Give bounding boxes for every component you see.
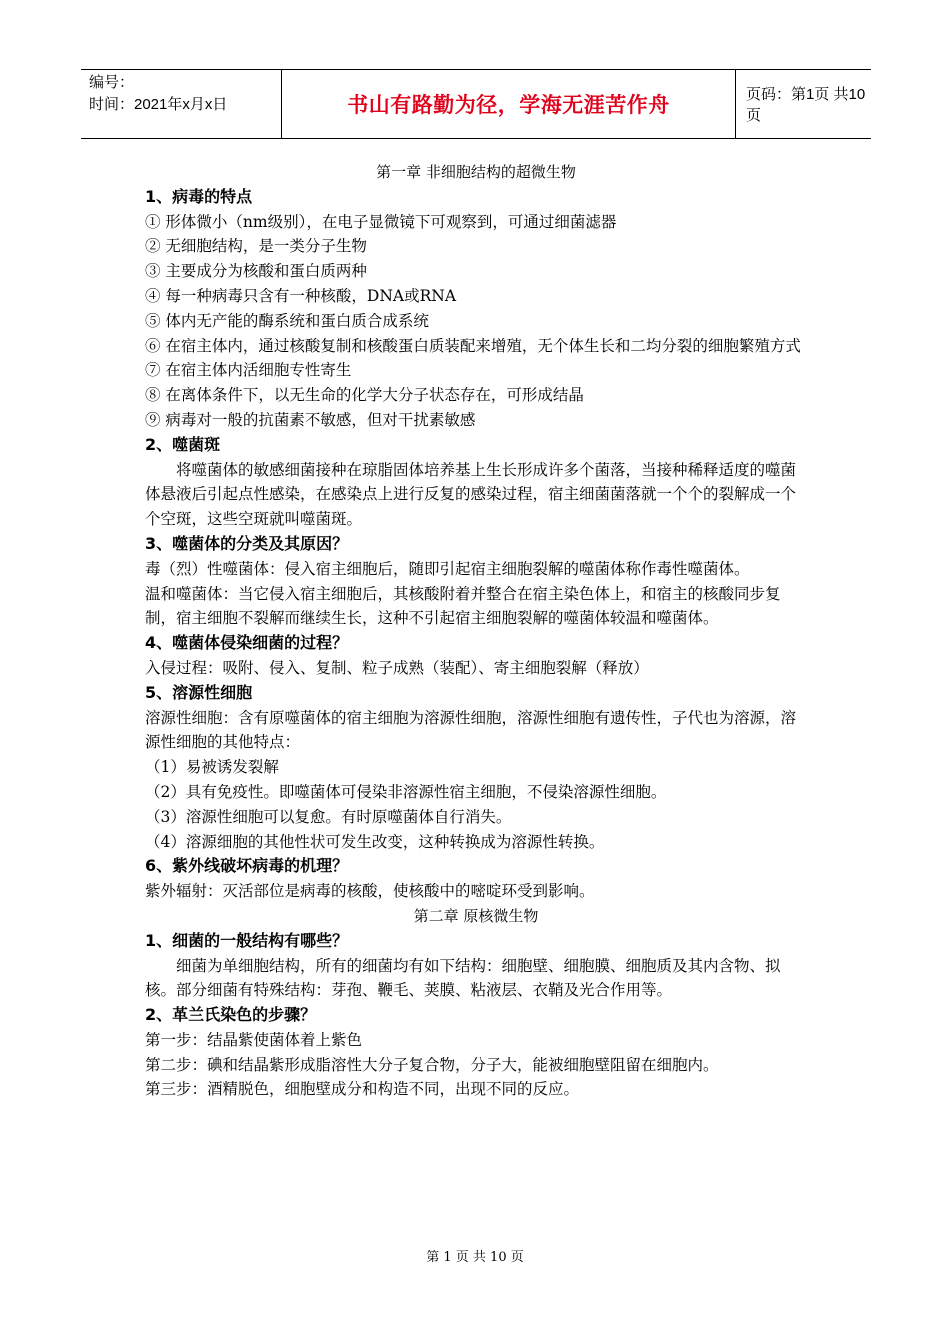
section-heading: 1、病毒的特点 (145, 186, 253, 206)
list-item: 第一步：结晶紫使菌体着上紫色 (145, 1030, 363, 1049)
paragraph: 温和噬菌体：当它侵入宿主细胞后，其核酸附着并整合在宿主染色体上，和宿主的核酸同步复制，宿主细胞不裂解而继续生长，这种不引起宿主细胞裂解的噬菌体较温和噬菌体。 (145, 584, 781, 628)
section-heading: 4、噬菌体侵染细菌的过程？ (145, 633, 349, 653)
list-item: 第三步：酒精脱色，细胞壁成分和构造不同，出现不同的反应。 (145, 1080, 580, 1099)
section-heading: 5、溶源性细胞 (145, 682, 253, 702)
list-item: （1）易被诱发裂解 (145, 758, 279, 777)
section-heading: 6、紫外线破坏病毒的机理？ (145, 856, 349, 876)
header-page-label: 页码：第1页 共10页 (746, 86, 866, 124)
paragraph: 入侵过程：吸附、侵入、复制、粒子成熟（装配）、寄主细胞裂解（释放） (145, 658, 649, 677)
paragraph: 毒（烈）性噬菌体：侵入宿主细胞后，随即引起宿主细胞裂解的噬菌体称作毒性噬菌体。 (145, 559, 750, 578)
list-item: （4）溶源细胞的其他性状可发生改变，这种转换成为溶源性转换。 (145, 832, 605, 851)
paragraph: 将噬菌体的敏感细菌接种在琼脂固体培养基上生长形成许多个菌落，当接种稀释适度的噬菌体悬液后引起点性感染，在感染点上进行反复的感染过程，宿主细菌菌落就一个个的裂解成一个个空斑，这些空斑就叫噬菌斑。 (145, 460, 797, 529)
section-heading: 2、噬菌斑 (145, 434, 221, 454)
list-item: 第二步：碘和结晶紫形成脂溶性大分子复合物，分子大，能被细胞壁阻留在细胞内。 (145, 1055, 719, 1074)
paragraph: 溶源性细胞：含有原噬菌体的宿主细胞为溶源性细胞，溶源性细胞有遗传性，子代也为溶源，溶源性细胞的其他特点： (145, 708, 797, 752)
header-meta (81, 70, 281, 138)
paragraph: 紫外辐射：灭活部位是病毒的核酸，使核酸中的嘧啶环受到影响。 (145, 882, 595, 901)
list-item: （2）具有免疫性。即噬菌体可侵染非溶源性宿主细胞，不侵染溶源性细胞。 (145, 782, 667, 801)
list-item: ④ 每一种病毒只含有一种核酸，DNA或RNA (145, 286, 457, 305)
paragraph: 细菌为单细胞结构，所有的细菌均有如下结构：细胞壁、细胞膜、细胞质及其内含物、拟核。部分细菌有特殊结构：芽孢、鞭毛、荚膜、粘液层、衣鞘及光合作用等。 (145, 956, 781, 1000)
list-item: ⑤ 体内无产能的酶系统和蛋白质合成系统 (145, 311, 429, 330)
list-item: ③ 主要成分为核酸和蛋白质两种 (145, 262, 367, 281)
chapter-title: 第一章 非细胞结构的超微生物 (376, 163, 576, 181)
section-heading: 1、细菌的一般结构有哪些？ (145, 930, 349, 950)
footer-page-number: 第 1 页 共 10 页 (426, 1250, 524, 1265)
page-footer (0, 1246, 950, 1265)
page-header (81, 69, 871, 139)
chapter-title: 第二章 原核微生物 (413, 906, 539, 925)
document-body (145, 160, 807, 1102)
list-item: （3）溶源性细胞可以复愈。有时原噬菌体自行消失。 (145, 807, 512, 826)
header-page-cell (736, 70, 871, 138)
list-item: ⑥ 在宿主体内，通过核酸复制和核酸蛋白质装配来增殖，无个体生长和二均分裂的细胞繁殖方式 (145, 336, 801, 355)
section-heading: 3、噬菌体的分类及其原因？ (145, 533, 349, 553)
list-item: ② 无细胞结构，是一类分子生物 (145, 237, 367, 256)
document-time-label: 时间：2021年x月x日 (89, 96, 228, 113)
list-item: ⑦ 在宿主体内活细胞专性寄生 (145, 361, 352, 380)
section-heading: 2、革兰氏染色的步骤？ (145, 1005, 317, 1025)
document-number-label: 编号： (89, 74, 135, 91)
header-motto: 书山有路勤为径，学海无涯苦作舟 (347, 93, 670, 117)
list-item: ① 形体微小（nm级别），在电子显微镜下可观察到，可通过细菌滤器 (145, 212, 617, 231)
header-motto-cell (281, 70, 736, 138)
list-item: ⑧ 在离体条件下，以无生命的化学大分子状态存在，可形成结晶 (145, 386, 584, 405)
list-item: ⑨ 病毒对一般的抗菌素不敏感，但对干扰素敏感 (145, 410, 476, 429)
